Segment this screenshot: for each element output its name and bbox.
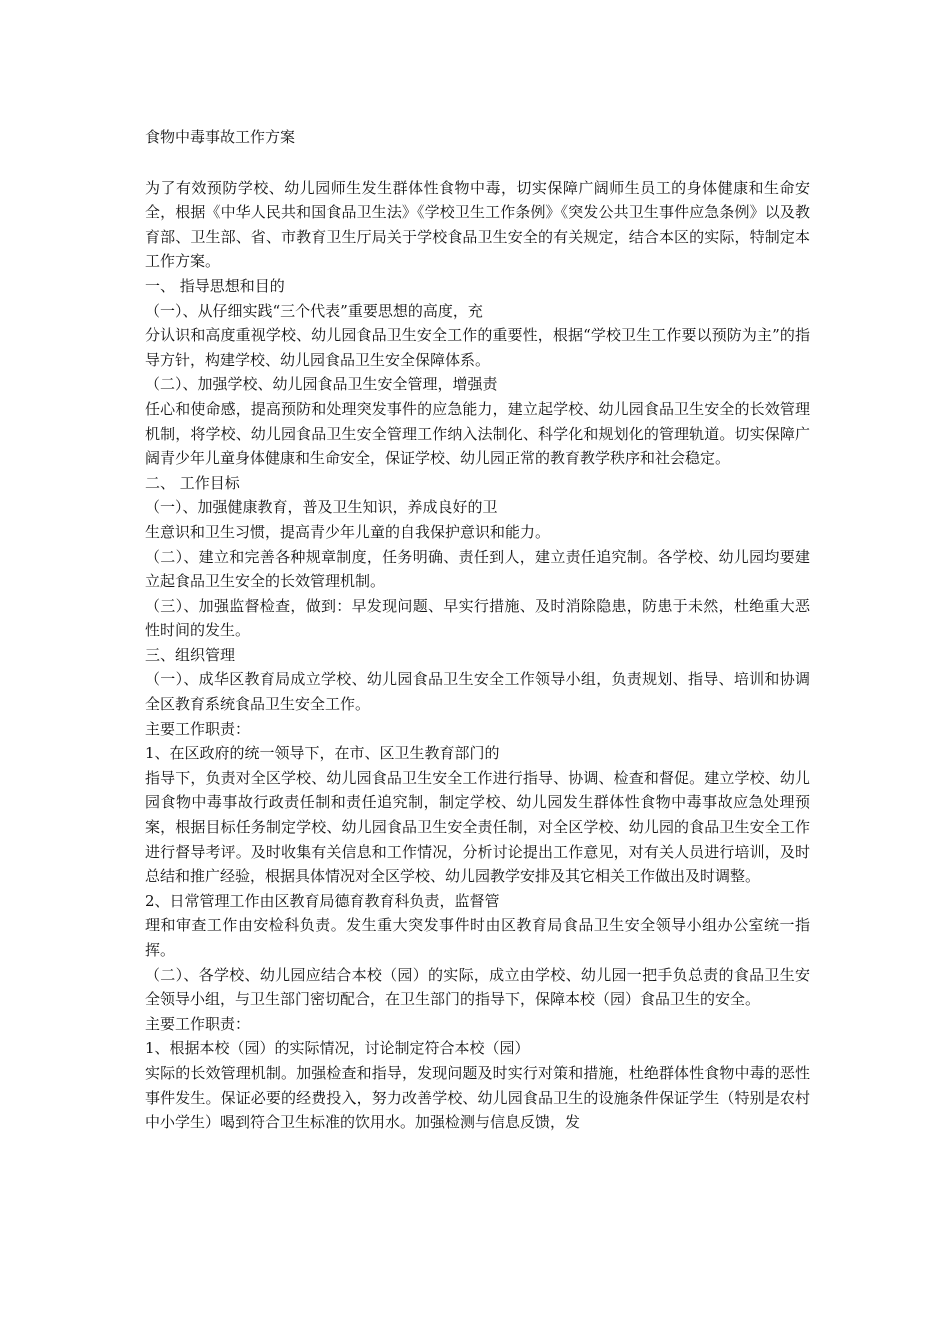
paragraph: 分认识和高度重视学校、幼儿园食品卫生安全工作的重要性，根据“学校卫生工作要以预防为主”的指导方针，构建学校、幼儿园食品卫生安全保障体系。 xyxy=(145,326,810,369)
paragraph: （三）、加强监督检查，做到：早发现问题、早实行措施、及时消除隐患，防患于未然，杜绝重大恶性时间的发生。 xyxy=(145,596,810,640)
paragraph: （二）、各学校、幼儿园应结合本校（园）的实际，成立由学校、幼儿园一把手负总责的食品卫生安全领导小组，与卫生部门密切配合，在卫生部门的指导下，保障本校（园）食品卫生的安全。 xyxy=(145,965,810,1009)
paragraph: 2、日常管理工作由区教育局德育教育科负责，监督管 xyxy=(145,891,500,910)
paragraph: 为了有效预防学校、幼儿园师生发生群体性食物中毒，切实保障广阔师生员工的身体健康和生命安全，根据《中华人民共和国食品卫生法》《学校卫生工作条例》《突发公共卫生事件应急条例》以及教育部、卫生部、省、市教育卫生厅局关于学校食品卫生安全的有关规定，结合本区的实际，特制定本工作方案。 xyxy=(145,178,810,271)
paragraph: 指导下，负责对全区学校、幼儿园食品卫生安全工作进行指导、协调、检查和督促。建立学校、幼儿园食物中毒事故行政责任制和责任追究制，制定学校、幼儿园发生群体性食物中毒事故应急处理预案，根据目标任务制定学校、幼儿园食品卫生安全责任制，对全区学校、幼儿园的食品卫生安全工作进行督导考评。及时收集有关信息和工作情况，分析讨论提出工作意见，对有关人员进行培训，及时总结和推广经验，根据具体情况对全区学校、幼儿园教学安排及其它相关工作做出及时调整。 xyxy=(145,768,810,886)
subheading: 主要工作职责： xyxy=(145,719,251,738)
paragraph: （一）、加强健康教育，普及卫生知识，养成良好的卫 xyxy=(145,498,498,517)
section-heading: 三、组织管理 xyxy=(145,645,236,664)
paragraph: （一）、从仔细实践“三个代表”重要思想的高度，充 xyxy=(145,301,483,320)
section-heading: 二、 工作目标 xyxy=(145,473,240,492)
paragraph: 1、在区政府的统一领导下，在市、区卫生教育部门的 xyxy=(145,744,500,763)
paragraph: 生意识和卫生习惯，提高青少年儿童的自我保护意识和能力。 xyxy=(145,522,551,541)
paragraph: （二）、建立和完善各种规章制度，任务明确、责任到人，建立责任追究制。各学校、幼儿园均要建立起食品卫生安全的长效管理机制。 xyxy=(145,547,810,591)
document-body xyxy=(145,176,810,1135)
paragraph: （二）、加强学校、幼儿园食品卫生安全管理，增强责 xyxy=(145,375,498,394)
section-heading: 一、 指导思想和目的 xyxy=(145,276,285,295)
document-page xyxy=(145,125,810,1135)
paragraph: 任心和使命感，提高预防和处理突发事件的应急能力，建立起学校、幼儿园食品卫生安全的长效管理机制，将学校、幼儿园食品卫生安全管理工作纳入法制化、科学化和规划化的管理轨道。切实保障广阔青少年儿童身体健康和生命安全，保证学校、幼儿园正常的教育教学秩序和社会稳定。 xyxy=(145,399,810,468)
paragraph: （一）、成华区教育局成立学校、幼儿园食品卫生安全工作领导小组，负责规划、指导、培训和协调全区教育系统食品卫生安全工作。 xyxy=(145,670,810,714)
paragraph: 理和审查工作由安检科负责。发生重大突发事件时由区教育局食品卫生安全领导小组办公室统一指挥。 xyxy=(145,916,810,959)
paragraph: 实际的长效管理机制。加强检查和指导，发现问题及时实行对策和措施，杜绝群体性食物中毒的恶性事件发生。保证必要的经费投入，努力改善学校、幼儿园食品卫生的设施条件保证学生（特别是农村中小学生）喝到符合卫生标准的饮用水。加强检测与信息反馈，发 xyxy=(145,1063,810,1132)
subheading: 主要工作职责： xyxy=(145,1014,251,1033)
paragraph: 1、根据本校（园）的实际情况，讨论制定符合本校（园） xyxy=(145,1039,530,1058)
document-title: 食物中毒事故工作方案 xyxy=(145,128,296,146)
